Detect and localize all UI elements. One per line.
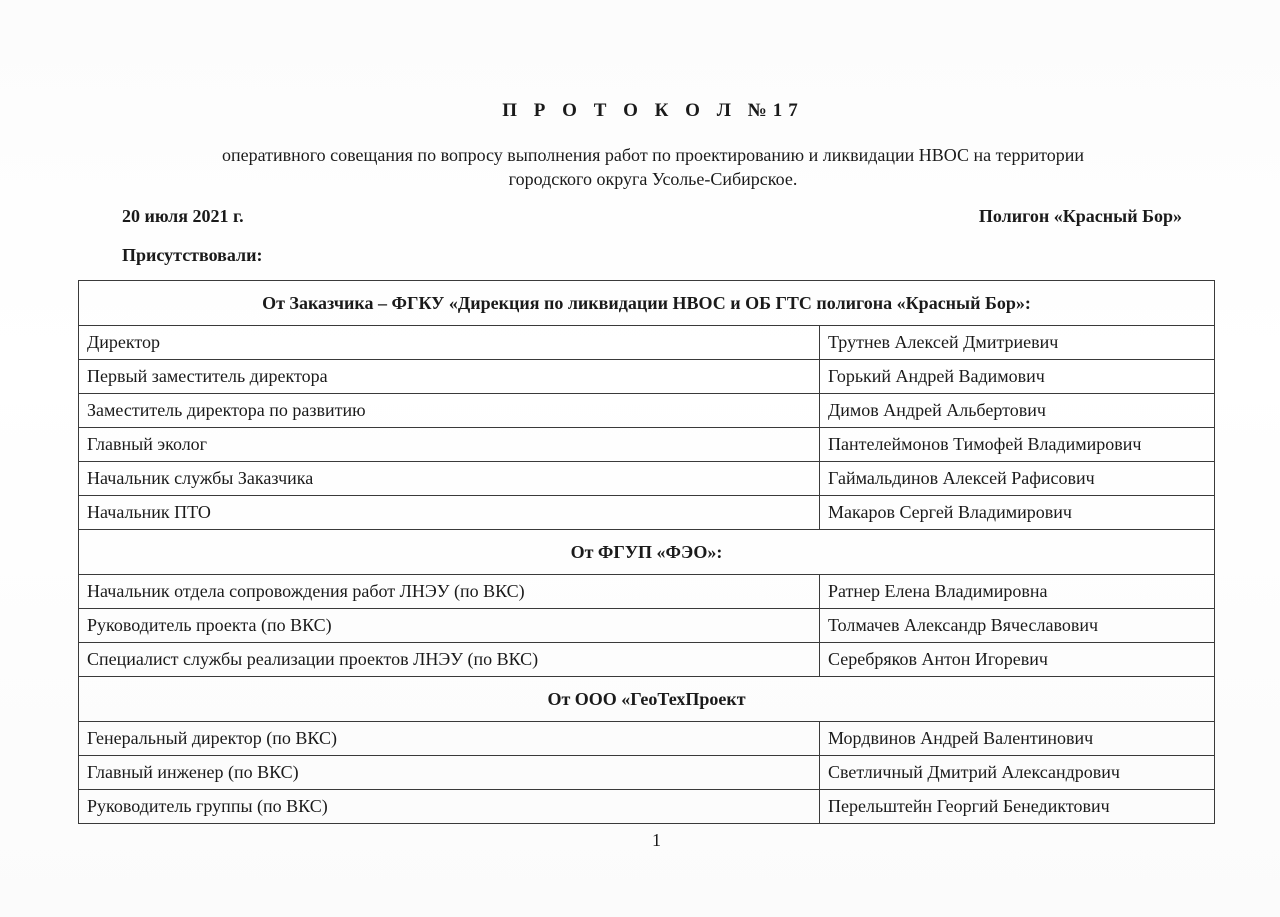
- group-header-row: [79, 281, 1215, 326]
- table-row: [79, 360, 1215, 394]
- attendee-position: Главный инженер (по ВКС): [79, 756, 820, 790]
- attendee-position: Главный эколог: [79, 428, 820, 462]
- table-row: [79, 462, 1215, 496]
- subtitle-line-1: оперативного совещания по вопросу выполнения работ по проектированию и ликвидации НВОС на территории: [221, 145, 1085, 165]
- table-row: [79, 394, 1215, 428]
- table-row: [79, 756, 1215, 790]
- table-row: [79, 575, 1215, 609]
- meeting-date: 20 июля 2021 г.: [122, 206, 244, 226]
- attendee-name: Перельштейн Георгий Бенедиктович: [820, 790, 1215, 824]
- attendee-name: Пантелеймонов Тимофей Владимирович: [820, 428, 1215, 462]
- attendee-name: Мордвинов Андрей Валентинович: [820, 722, 1215, 756]
- attendees-table: [78, 280, 1215, 824]
- page-number: 1: [652, 830, 661, 850]
- table-row: [79, 643, 1215, 677]
- table-row: [79, 428, 1215, 462]
- attendee-name: Гаймальдинов Алексей Рафисович: [820, 462, 1215, 496]
- group-header: От ФГУП «ФЭО»:: [79, 530, 1215, 575]
- table-row: [79, 496, 1215, 530]
- attendee-position: Директор: [79, 326, 820, 360]
- subtitle-line-2: городского округа Усолье-Сибирское.: [508, 169, 798, 189]
- attendee-name: Толмачев Александр Вячеславович: [820, 609, 1215, 643]
- group-header: От ООО «ГеоТехПроект: [79, 677, 1215, 722]
- table-row: [79, 790, 1215, 824]
- group-header-row: [79, 530, 1215, 575]
- attendee-name: Горький Андрей Вадимович: [820, 360, 1215, 394]
- group-header: От Заказчика – ФГКУ «Дирекция по ликвидации НВОС и ОБ ГТС полигона «Красный Бор»:: [79, 281, 1215, 326]
- table-row: [79, 609, 1215, 643]
- attended-label: Присутствовали:: [122, 245, 263, 265]
- attendee-position: Начальник отдела сопровождения работ ЛНЭУ (по ВКС): [79, 575, 820, 609]
- attendee-position: Заместитель директора по развитию: [79, 394, 820, 428]
- attendee-position: Начальник службы Заказчика: [79, 462, 820, 496]
- attendee-position: Начальник ПТО: [79, 496, 820, 530]
- table-row: [79, 326, 1215, 360]
- attendee-name: Трутнев Алексей Дмитриевич: [820, 326, 1215, 360]
- attendee-position: Специалист службы реализации проектов ЛНЭУ (по ВКС): [79, 643, 820, 677]
- attendee-name: Серебряков Антон Игоревич: [820, 643, 1215, 677]
- meeting-place: Полигон «Красный Бор»: [978, 206, 1182, 226]
- attendee-position: Генеральный директор (по ВКС): [79, 722, 820, 756]
- protocol-title: П Р О Т О К О Л №17: [502, 100, 804, 121]
- protocol-subtitle: [120, 143, 1186, 191]
- attendee-position: Первый заместитель директора: [79, 360, 820, 394]
- table-row: [79, 722, 1215, 756]
- attendee-name: Димов Андрей Альбертович: [820, 394, 1215, 428]
- attendee-name: Светличный Дмитрий Александрович: [820, 756, 1215, 790]
- attendee-name: Макаров Сергей Владимирович: [820, 496, 1215, 530]
- attendee-position: Руководитель проекта (по ВКС): [79, 609, 820, 643]
- group-header-row: [79, 677, 1215, 722]
- attendee-position: Руководитель группы (по ВКС): [79, 790, 820, 824]
- attendee-name: Ратнер Елена Владимировна: [820, 575, 1215, 609]
